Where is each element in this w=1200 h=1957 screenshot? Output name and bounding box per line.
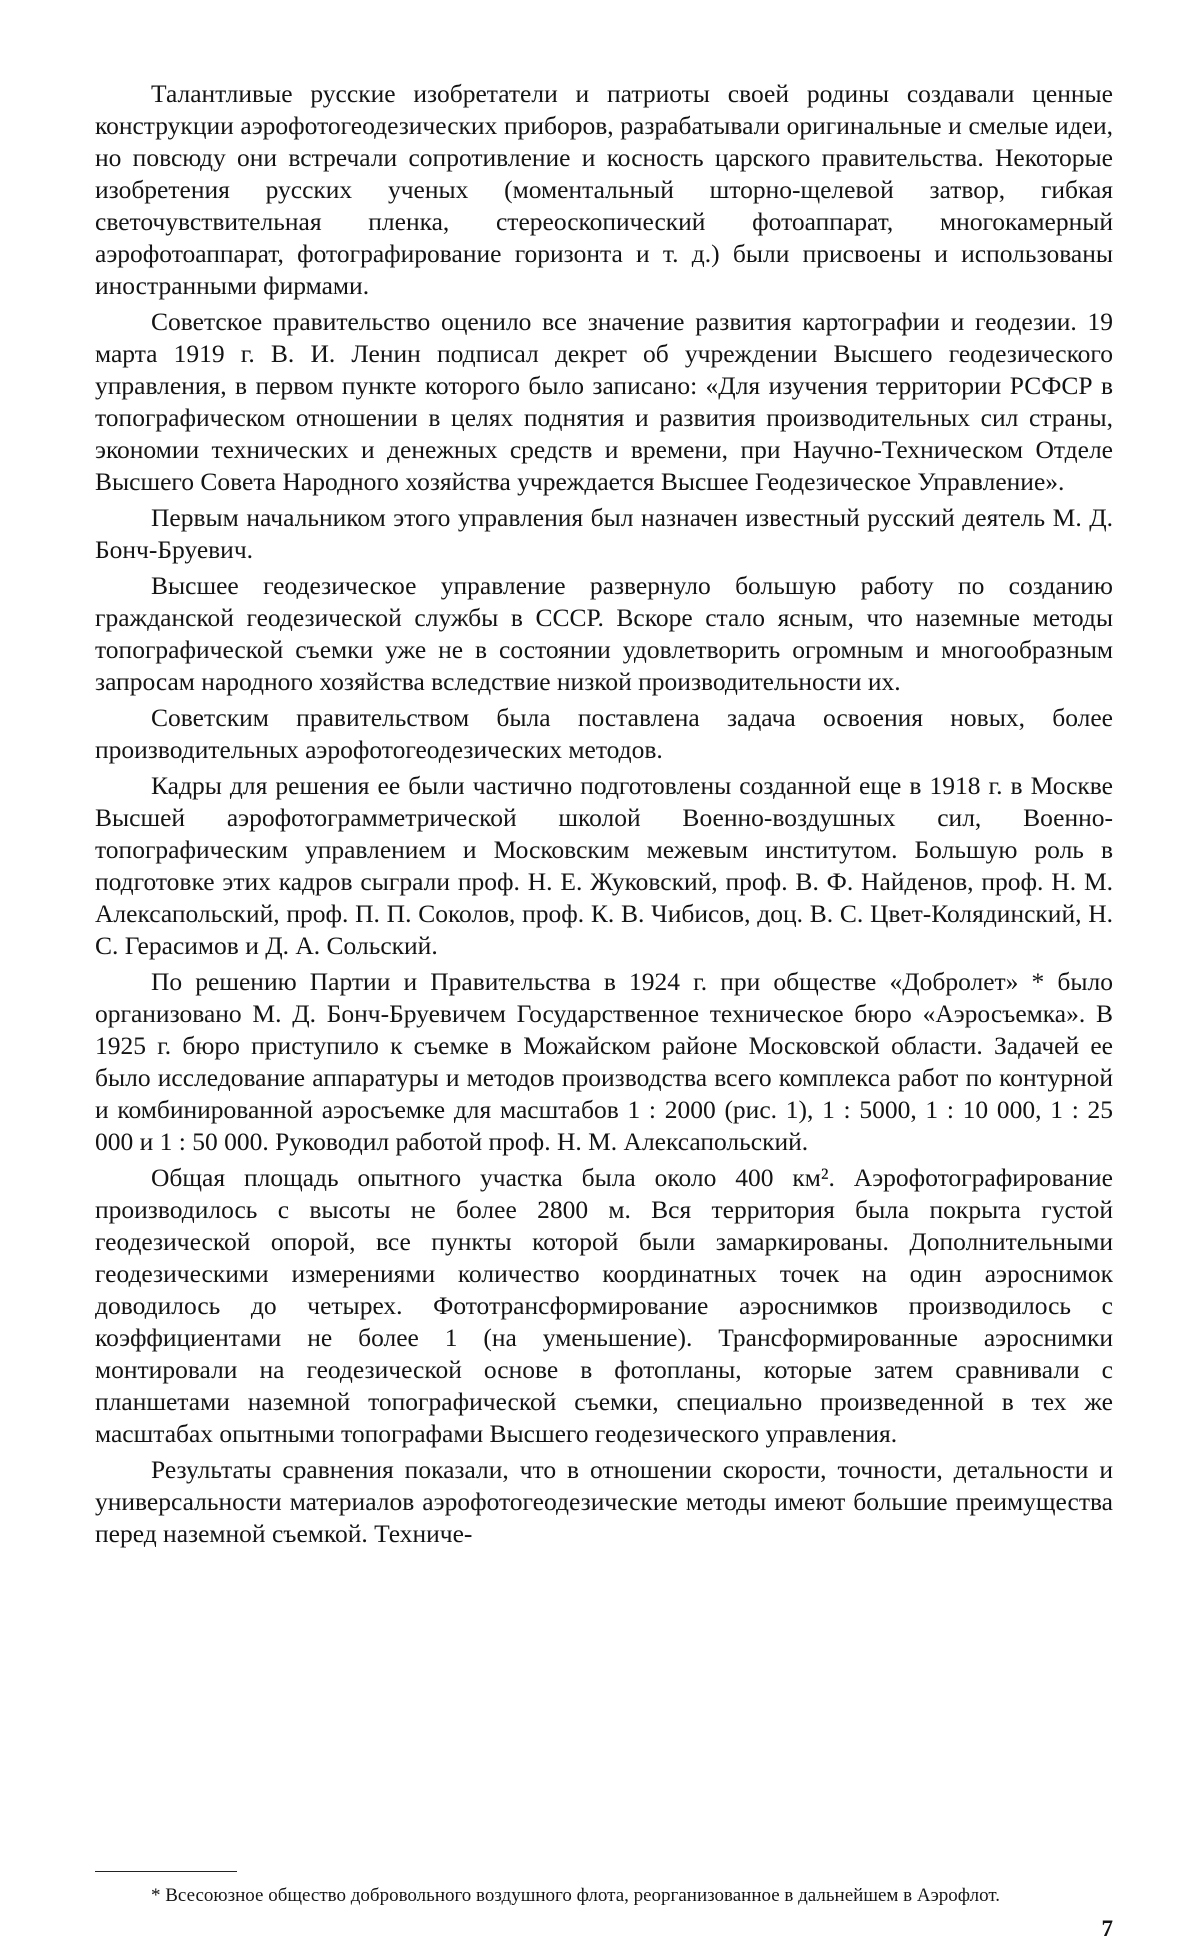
paragraph-3: Первым начальником этого управления был назначен известный русский деятель М. Д. Бонч-Бруевич. bbox=[95, 503, 1113, 564]
paragraph-2: Советское правительство оценило все значение развития картографии и геодезии. 19 марта 1919 г. В. И. Ленин подписал декрет об учреждении Высшего геодезического управления, в первом пункте которого было записано: «Для изучения территории РСФСР в топографическом отношении в целях поднятия и развития производительных сил страны, экономии технических и денежных средств и времени, при Научно-Техническом Отделе Высшего Совета Народного хозяйства учреждается Высшее Геодезическое Управление». bbox=[95, 307, 1113, 496]
paragraph-9: Результаты сравнения показали, что в отношении скорости, точности, детальности и универсальности материалов аэрофотогеодезические методы имеют большие преимущества перед наземной съемкой. Техниче- bbox=[95, 1455, 1113, 1548]
paragraph-4: Высшее геодезическое управление развернуло большую работу по созданию гражданской геодезической службы в СССР. Вскоре стало ясным, что наземные методы топографической съемки уже не в состоянии удовлетворить огромным и многообразным запросам народного хозяйства вследствие низкой производительности их. bbox=[95, 571, 1113, 696]
paragraph-1: Талантливые русские изобретатели и патриоты своей родины создавали ценные конструкции аэрофотогеодезических приборов, разрабатывали оригинальные и смелые идеи, но повсюду они встречали сопротивление и косность царского правительства. Некоторые изобретения русских ученых (моментальный шторно-щелевой затвор, гибкая светочувствительная пленка, стереоскопический фотоаппарат, многокамерный аэрофотоаппарат, фотографирование горизонта и т. д.) были присвоены и использованы иностранными фирмами. bbox=[95, 79, 1113, 300]
page-number: 7 bbox=[1101, 1916, 1113, 1941]
paragraph-5: Советским правительством была поставлена задача освоения новых, более производительных аэрофотогеодезических методов. bbox=[95, 703, 1113, 764]
main-text bbox=[95, 78, 1113, 1554]
paragraph-7: По решению Партии и Правительства в 1924 г. при обществе «Добролет» * было организовано М. Д. Бонч-Бруевичем Государственное техническое бюро «Аэросъемка». В 1925 г. бюро приступило к съемке в Можайском районе Московской области. Задачей ее было исследование аппаратуры и методов производства всего комплекса работ по контурной и комбинированной аэросъемке для масштабов 1 : 2000 (рис. 1), 1 : 5000, 1 : 10 000, 1 : 25 000 и 1 : 50 000. Руководил работой проф. Н. М. Алексапольский. bbox=[95, 967, 1113, 1156]
footnote: * Всесоюзное общество добровольного воздушного флота, реорганизованное в дальнейшем в Аэрофлот. bbox=[151, 1885, 1000, 1906]
paragraph-8: Общая площадь опытного участка была около 400 км². Аэрофотографирование производилось с высоты не более 2800 м. Вся территория была покрыта густой геодезической опорой, все пункты которой были замаркированы. Дополнительными геодезическими измерениями количество координатных точек на один аэроснимок доводилось до четырех. Фототрансформирование аэроснимков производилось с коэффициентами не более 1 (на уменьшение). Трансформированные аэроснимки монтировали на геодезической основе в фотопланы, которые затем сравнивали с планшетами наземной топографической съемки, специально произведенной в тех же масштабах опытными топографами Высшего геодезического управления. bbox=[95, 1163, 1113, 1448]
paragraph-6: Кадры для решения ее были частично подготовлены созданной еще в 1918 г. в Москве Высшей аэрофотограмметрической школой Военно-воздушных сил, Военно-топографическим управлением и Московским межевым институтом. Большую роль в подготовке этих кадров сыграли проф. Н. Е. Жуковский, проф. В. Ф. Найденов, проф. Н. М. Алексапольский, проф. П. П. Соколов, проф. К. В. Чибисов, доц. В. С. Цвет-Колядинский, Н. С. Герасимов и Д. А. Сольский. bbox=[95, 771, 1113, 960]
footnote-divider bbox=[95, 1871, 237, 1872]
